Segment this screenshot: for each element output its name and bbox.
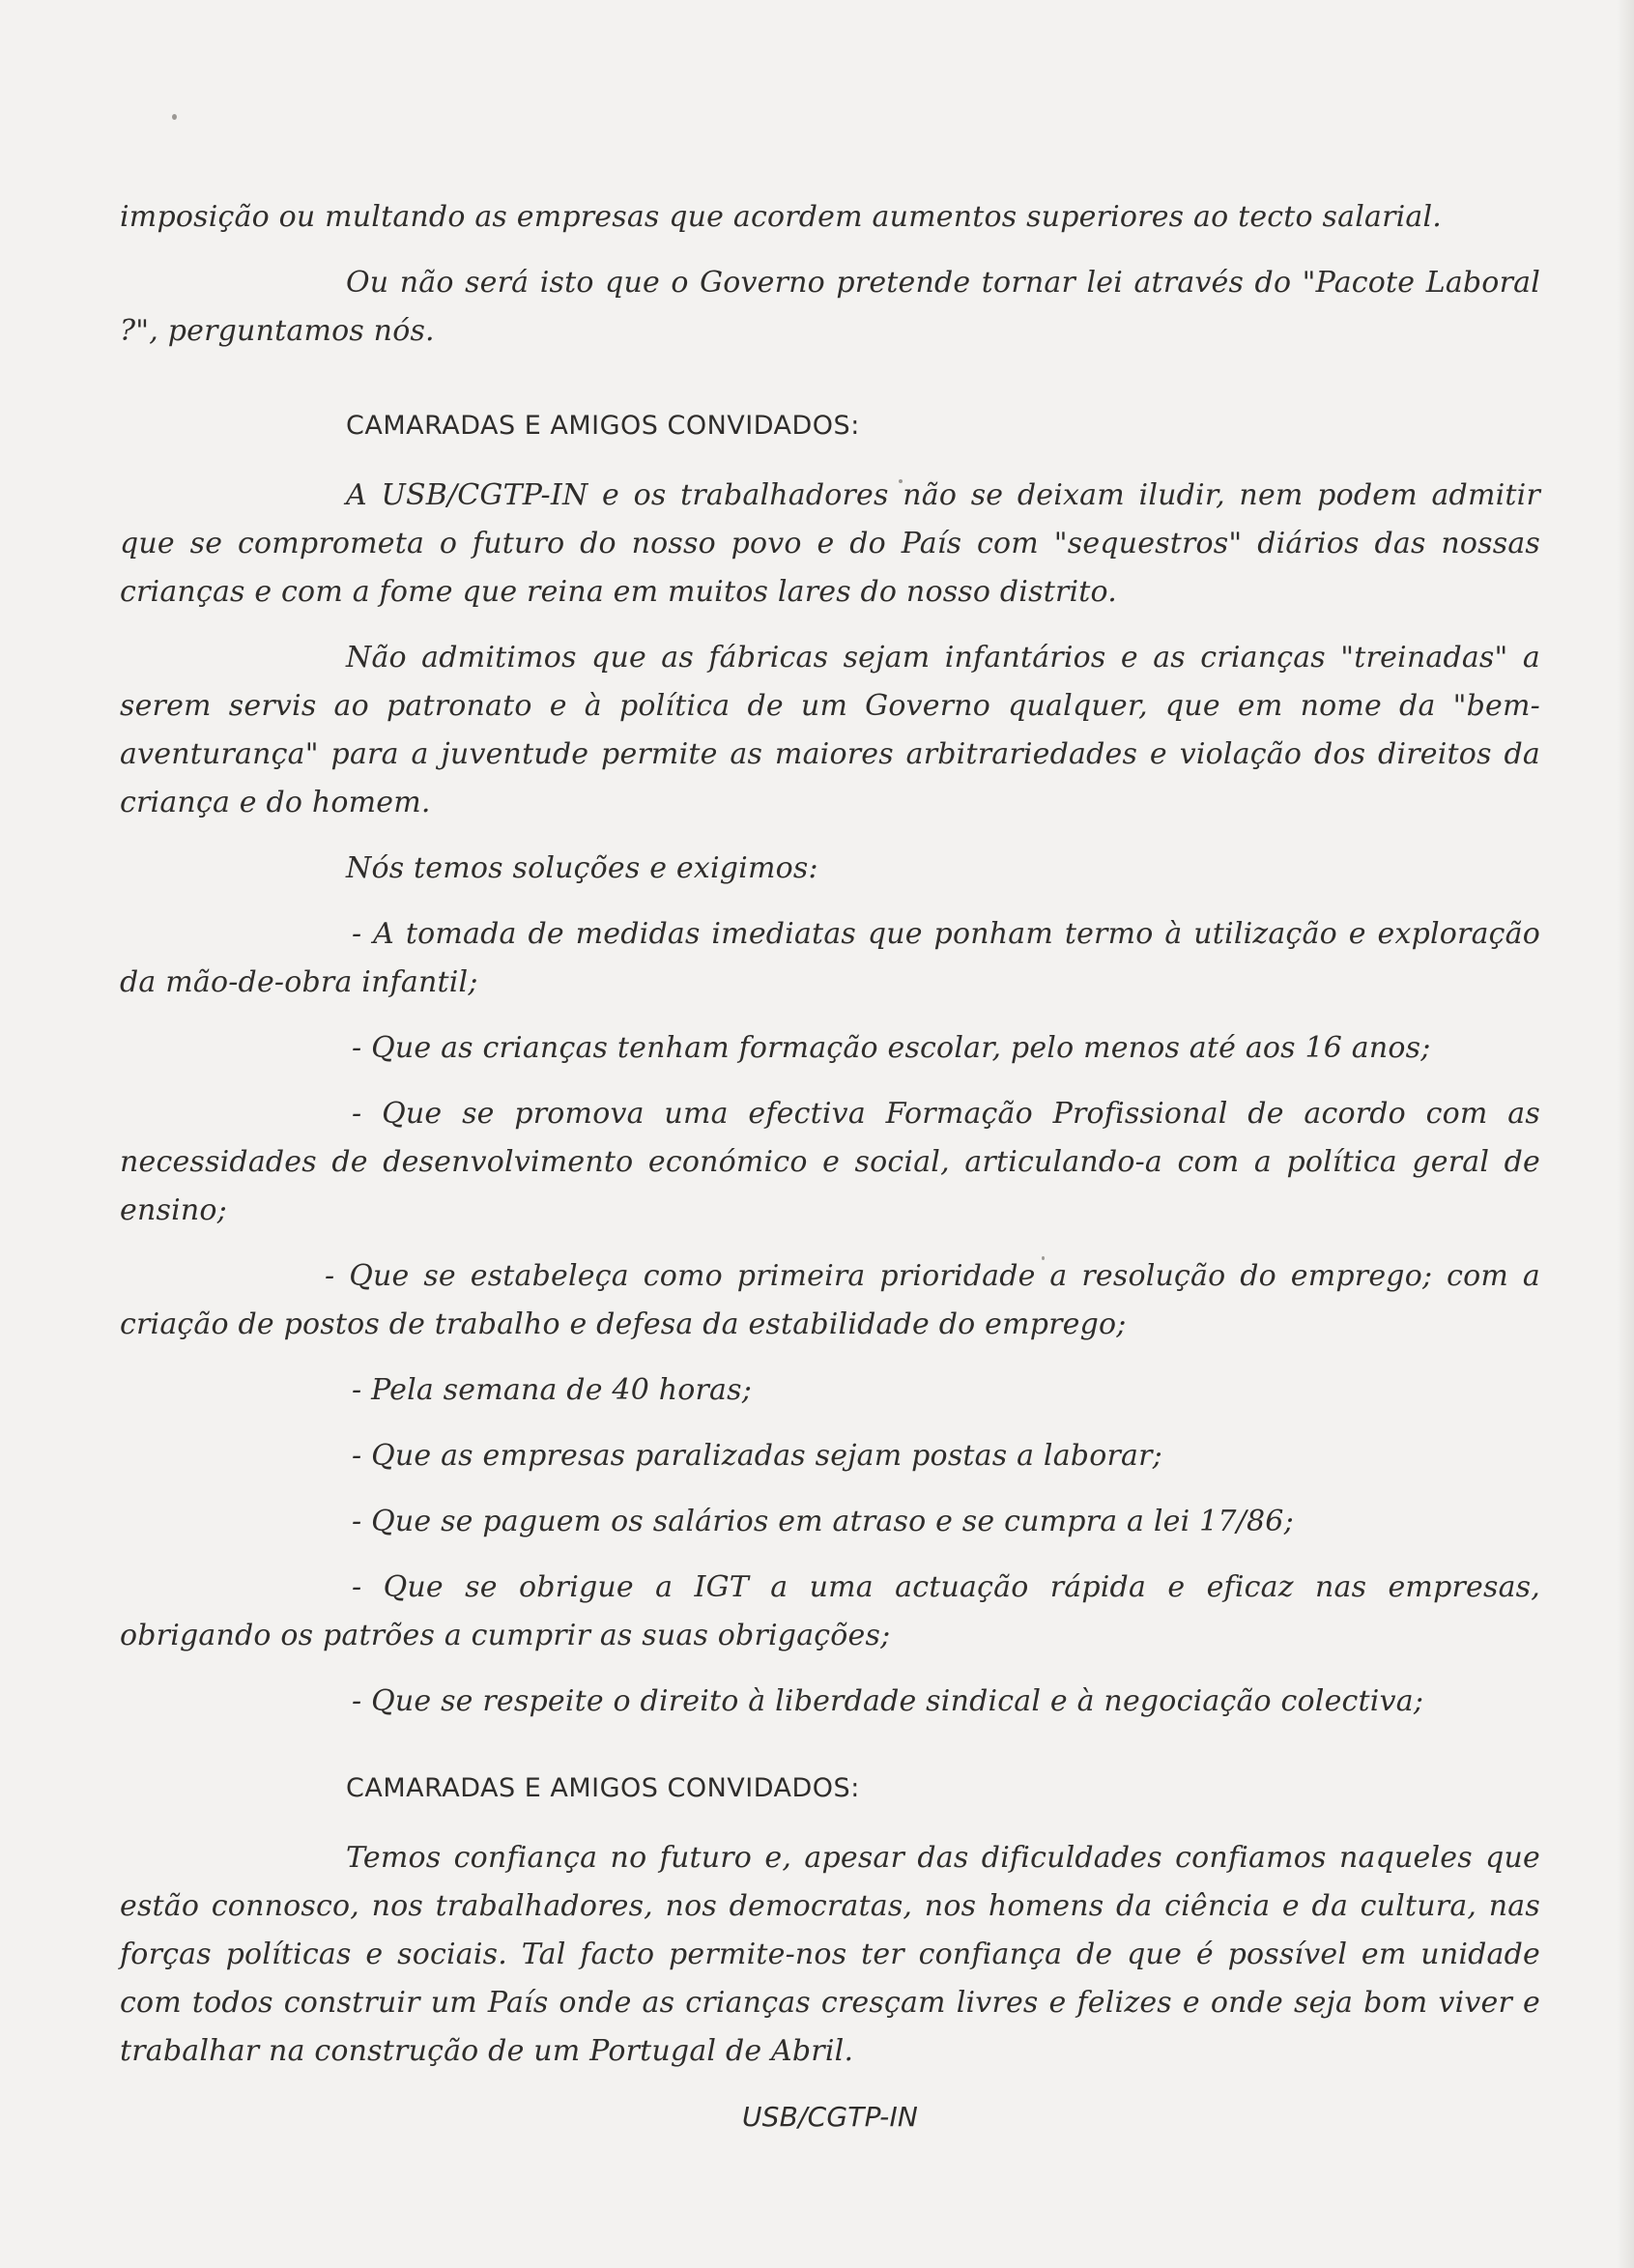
list-item: - Que as empresas paralizadas sejam postas a laborar;	[352, 1439, 1162, 1473]
paragraph-usb-cgtp: A USB/CGTP-IN e os trabalhadores não se deixam iludir, nem podem admitir que se comprometa o futuro do nosso povo e do País com "sequestros" diários das nossas crianças e com a fome que reina em muitos lares do nosso distrito.	[120, 478, 1540, 609]
section-heading: CAMARADAS E AMIGOS CONVIDADOS:	[346, 1773, 860, 1803]
list-item: - Que se promova uma efectiva Formação Profissional de acordo com as necessidades de desenvolvimento económico e social, articulando-a com a política geral de ensino;	[120, 1097, 1540, 1227]
list-item: - Pela semana de 40 horas;	[352, 1373, 753, 1407]
list-item: - Que se respeite o direito à liberdade sindical e à negociação colectiva;	[352, 1684, 1424, 1718]
paragraph-continuation: imposição ou multando as empresas que acordem aumentos superiores ao tecto salarial.	[120, 200, 1443, 234]
list-item: - Que se paguem os salários em atraso e se cumpra a lei 17/86;	[352, 1505, 1294, 1538]
list-item: - A tomada de medidas imediatas que ponham termo à utilização e exploração da mão-de-obra infantil;	[120, 917, 1540, 999]
list-item: - Que se estabeleça como primeira prioridade a resolução do emprego; com a criação de postos de trabalho e defesa da estabilidade do emprego;	[120, 1259, 1540, 1341]
paragraph-pacote-laboral: Ou não será isto que o Governo pretende tornar lei através do "Pacote Laboral ?", perguntamos nós.	[120, 266, 1540, 348]
paragraph-closing: Temos confiança no futuro e, apesar das dificuldades confiamos naqueles que estão connosco, nos trabalhadores, nos democratas, nos homens da ciência e da cultura, nas forças políticas e sociais. Tal facto permite-nos ter confiança de que é possível em unidade com todos construir um País onde as crianças cresçam livres e felizes e onde seja bom viver e trabalhar na construção de um Portugal de Abril.	[120, 1841, 1540, 2068]
signature: USB/CGTP-IN	[741, 2101, 919, 2133]
paper-speck	[172, 114, 177, 120]
section-heading: CAMARADAS E AMIGOS CONVIDADOS:	[346, 411, 860, 441]
list-item: - Que as crianças tenham formação escolar, pelo menos até aos 16 anos;	[352, 1031, 1431, 1065]
paragraph-solucoes: Nós temos soluções e exigimos:	[346, 851, 818, 885]
letter-body	[120, 193, 1540, 2141]
paragraph-nao-admitimos: Não admitimos que as fábricas sejam infantários e as crianças "treinadas" a serem servis ao patronato e à política de um Governo qualquer, que em nome da "bem-aventurança" para a juventude permite as maiores arbitrariedades e violação dos direitos da criança e do homem.	[120, 641, 1540, 819]
list-item: - Que se obrigue a IGT a uma actuação rápida e eficaz nas empresas, obrigando os patrões a cumprir as suas obrigações;	[120, 1570, 1540, 1652]
